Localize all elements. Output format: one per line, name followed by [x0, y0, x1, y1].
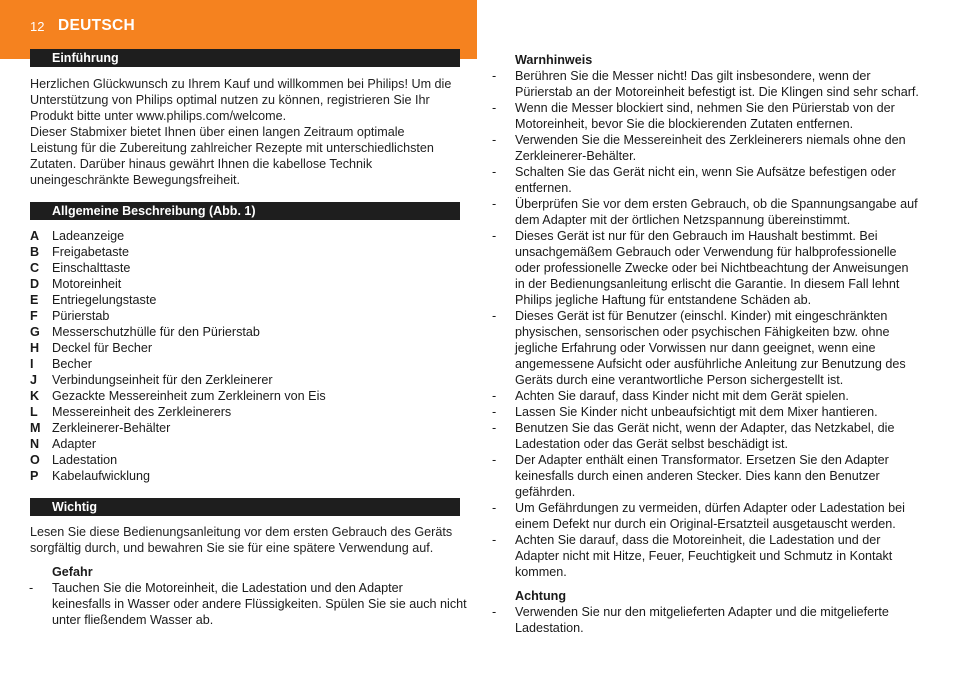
- list-item-text: Adapter: [52, 437, 97, 451]
- bullet-dash: -: [492, 605, 497, 619]
- list-item-text: Gezackte Messereinheit zum Zerkleinern von Eis: [52, 389, 326, 403]
- list-item-text: Verwenden Sie die Messereinheit des Zerkleinerers niemals ohne den Zerkleinerer-Behälter.: [515, 133, 906, 163]
- bullet-dash: -: [492, 389, 497, 403]
- list-item: [492, 532, 932, 580]
- list-item: [492, 68, 932, 100]
- danger-list: [29, 580, 469, 628]
- bullet-dash: -: [29, 581, 34, 595]
- list-item-text: Überprüfen Sie vor dem ersten Gebrauch, ob die Spannungsangabe auf dem Adapter mit der örtlichen Netzspannung übereinstimmt.: [515, 197, 918, 227]
- bullet-dash: -: [492, 533, 497, 547]
- list-item: [492, 196, 932, 228]
- list-item: [492, 228, 932, 308]
- list-item-text: Freigabetaste: [52, 245, 130, 259]
- list-item: [492, 388, 932, 404]
- bullet-dash: -: [492, 309, 497, 323]
- list-item-text: Kabelaufwicklung: [52, 469, 151, 483]
- important-paragraph: Lesen Sie diese Bedienungsanleitung vor dem ersten Gebrauch des Geräts sorgfältig durch, und bewahren Sie sie für eine spätere Verwendung auf.: [30, 525, 453, 555]
- language-title: DEUTSCH: [58, 17, 136, 34]
- list-item-letter: C: [30, 261, 40, 275]
- list-item: [30, 276, 450, 292]
- list-item-text: Tauchen Sie die Motoreinheit, die Ladestation und den Adapter keinesfalls in Wasser oder andere Flüssigkeiten. Spülen Sie sie auch nicht unter fließendem Wasser ab.: [52, 581, 467, 627]
- list-item-text: Berühren Sie die Messer nicht! Das gilt insbesondere, wenn der Pürierstab an der Motoreinheit befestigt ist. Die Klingen sind sehr scharf.: [515, 69, 919, 99]
- warning-heading: Warnhinweis: [515, 53, 593, 67]
- list-item-text: Entriegelungstaste: [52, 293, 157, 307]
- section-heading-intro: [30, 49, 460, 67]
- section-heading-important-label: Wichtig: [52, 500, 98, 514]
- list-item: [29, 580, 469, 628]
- list-item: [30, 420, 450, 436]
- intro-paragraph: Herzlichen Glückwunsch zu Ihrem Kauf und willkommen bei Philips! Um die Unterstützung von Philips optimal nutzen zu können, registrieren Sie Ihr Produkt bitte unter www.philips.com/welcome. Dieser Stabmixer bietet Ihnen über einen langen Zeitraum optimale Leistung für die Zubereitung zahlreicher Rezepte mit unterschiedlichsten Zutaten. Darüber hinaus gewährt Ihnen die kabellose Technik uneingeschränkte Bewegungsfreiheit.: [30, 77, 452, 187]
- list-item-letter: M: [30, 421, 41, 435]
- list-item-letter: L: [30, 405, 38, 419]
- section-heading-general-label: Allgemeine Beschreibung (Abb. 1): [52, 204, 256, 218]
- list-item-letter: B: [30, 245, 40, 259]
- list-item-letter: A: [30, 229, 40, 243]
- list-item-letter: F: [30, 309, 38, 323]
- list-item-letter: N: [30, 437, 40, 451]
- list-item: [492, 420, 932, 452]
- list-item: [30, 388, 450, 404]
- caution-heading: Achtung: [515, 589, 567, 603]
- list-item-text: Achten Sie darauf, dass die Motoreinheit, die Ladestation und der Adapter nicht mit Hitze, Feuer, Feuchtigkeit und Schmutz in Kontakt kommen.: [515, 533, 893, 579]
- list-item: [30, 404, 450, 420]
- list-item-letter: G: [30, 325, 40, 339]
- list-item: [30, 260, 450, 276]
- danger-heading: Gefahr: [52, 565, 93, 579]
- list-item-text: Messereinheit des Zerkleinerers: [52, 405, 232, 419]
- list-item: [30, 308, 450, 324]
- bullet-dash: -: [492, 101, 497, 115]
- list-item-text: Becher: [52, 357, 92, 371]
- list-item: [30, 228, 450, 244]
- page-number: 12: [30, 19, 45, 34]
- list-item-text: Benutzen Sie das Gerät nicht, wenn der Adapter, das Netzkabel, die Ladestation oder das Gerät selbst beschädigt ist.: [515, 421, 895, 451]
- list-item-text: Lassen Sie Kinder nicht unbeaufsichtigt mit dem Mixer hantieren.: [515, 405, 878, 419]
- section-heading-important: [30, 498, 460, 516]
- bullet-dash: -: [492, 133, 497, 147]
- list-item-text: Deckel für Becher: [52, 341, 153, 355]
- list-item-letter: H: [30, 341, 40, 355]
- list-item: [30, 324, 450, 340]
- list-item: [30, 452, 450, 468]
- list-item: [30, 468, 450, 484]
- list-item-text: Zerkleinerer-Behälter: [52, 421, 171, 435]
- section-heading-intro-label: Einführung: [52, 51, 119, 65]
- list-item: [30, 340, 450, 356]
- list-item-letter: J: [30, 373, 38, 387]
- list-item-text: Um Gefährdungen zu vermeiden, dürfen Adapter oder Ladestation bei einem Defekt nur durch ein Original-Ersatzteil ausgetauscht werden.: [515, 501, 905, 531]
- list-item-text: Dieses Gerät ist für Benutzer (einschl. Kinder) mit eingeschränkten physischen, sensorischen oder psychischen Fähigkeiten bzw. ohne jegliche Erfahrung oder Vorwissen nur dann geeignet, wenn eine angemessene Aufsicht oder ausführliche Anleitung zur Benutzung des Geräts durch eine verantwortliche Person sichergestellt ist.: [515, 309, 906, 387]
- list-item-letter: O: [30, 453, 40, 467]
- list-item: [492, 164, 932, 196]
- list-item: [30, 436, 450, 452]
- list-item-text: Ladeanzeige: [52, 229, 125, 243]
- list-item-text: Schalten Sie das Gerät nicht ein, wenn Sie Aufsätze befestigen oder entfernen.: [515, 165, 896, 195]
- list-item-text: Messerschutzhülle für den Pürierstab: [52, 325, 260, 339]
- list-item-text: Wenn die Messer blockiert sind, nehmen Sie den Pürierstab von der Motoreinheit, bevor Sie die blockierenden Zutaten entfernen.: [515, 101, 895, 131]
- list-item-text: Verwenden Sie nur den mitgelieferten Adapter und die mitgelieferte Ladestation.: [515, 605, 889, 635]
- list-item-text: Dieses Gerät ist nur für den Gebrauch im Haushalt bestimmt. Bei unsachgemäßem Gebrauch oder Verwendung für halbprofessionelle oder professionelle Zwecke oder bei Nichtbeachtung der Anweisungen in der Bedienungsanleitung erlischt die Garantie. In diesem Fall lehnt Philips jegliche Haftung für entstandene Schäden ab.: [515, 229, 909, 307]
- list-item-text: Pürierstab: [52, 309, 110, 323]
- list-item: [492, 308, 932, 388]
- parts-list: [30, 228, 450, 484]
- list-item-letter: K: [30, 389, 40, 403]
- list-item-text: Motoreinheit: [52, 277, 122, 291]
- warning-list: [492, 68, 932, 580]
- section-heading-general: [30, 202, 460, 220]
- bullet-dash: -: [492, 453, 497, 467]
- list-item: [492, 100, 932, 132]
- list-item-letter: D: [30, 277, 40, 291]
- list-item: [30, 356, 450, 372]
- list-item-text: Einschalttaste: [52, 261, 131, 275]
- list-item: [492, 404, 932, 420]
- list-item: [492, 452, 932, 500]
- bullet-dash: -: [492, 165, 497, 179]
- list-item-text: Der Adapter enthält einen Transformator. Ersetzen Sie den Adapter keinesfalls durch einen anderen Stecker. Dies kann den Benutzer gefährden.: [515, 453, 889, 499]
- bullet-dash: -: [492, 405, 497, 419]
- bullet-dash: -: [492, 501, 497, 515]
- bullet-dash: -: [492, 69, 497, 83]
- list-item-text: Verbindungseinheit für den Zerkleinerer: [52, 373, 273, 387]
- list-item-letter: I: [30, 357, 34, 371]
- list-item: [492, 132, 932, 164]
- bullet-dash: -: [492, 229, 497, 243]
- list-item-letter: P: [30, 469, 39, 483]
- list-item: [30, 292, 450, 308]
- bullet-dash: -: [492, 421, 497, 435]
- list-item: [30, 244, 450, 260]
- list-item-letter: E: [30, 293, 39, 307]
- list-item-text: Achten Sie darauf, dass Kinder nicht mit dem Gerät spielen.: [515, 389, 849, 403]
- bullet-dash: -: [492, 197, 497, 211]
- list-item-text: Ladestation: [52, 453, 118, 467]
- list-item: [30, 372, 450, 388]
- list-item: [492, 604, 932, 636]
- caution-list: [492, 604, 932, 636]
- list-item: [492, 500, 932, 532]
